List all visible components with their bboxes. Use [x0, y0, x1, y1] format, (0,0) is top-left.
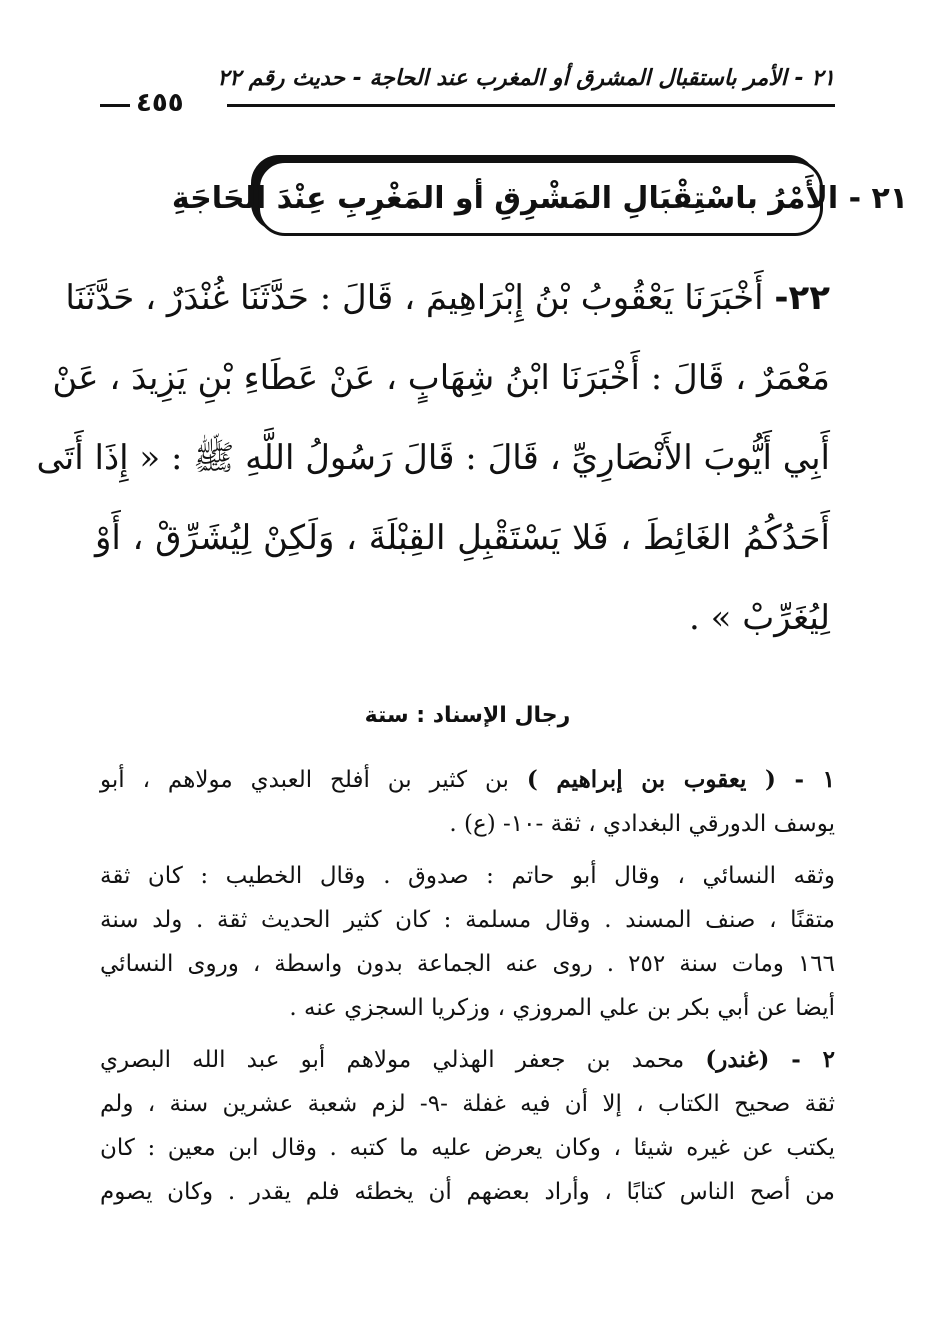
narrator-label: ١ - ( يعقوب بن إبراهيم ) — [526, 766, 835, 793]
chapter-title: ٢١ - الأَمْرُ باسْتِقْبَالِ المَشْرِقِ أو المَغْرِبِ عِنْدَ الحَاجَةِ — [171, 180, 909, 216]
commentary-line: ١٦٦ ومات سنة ٢٥٢ . روى عنه الجماعة بدون واسطة ، وروى النسائي — [100, 951, 835, 977]
hadith-line: لِيُغَرِّبْ » . — [688, 598, 830, 638]
narrators-heading: رجال الإسناد : ستة — [364, 703, 571, 728]
commentary-line: متقنًا ، صنف المسند . وقال مسلمة : كان كثير الحديث ثقة . ولد سنة — [100, 907, 835, 933]
narrator-paragraph — [100, 758, 835, 846]
narrators-commentary — [100, 758, 835, 1222]
narrator-paragraph — [100, 1038, 835, 1214]
commentary-line: يوسف الدورقي البغدادي ، ثقة -١٠- (ع) . — [449, 811, 835, 837]
hadith-line: أَبِي أَيُّوبَ الأَنْصَارِيِّ ، قَالَ : قَالَ رَسُولُ اللَّهِ ﷺ : « إِذَا أَتَى — [36, 438, 830, 478]
commentary-line: وثقه النسائي ، وقال أبو حاتم : صدوق . وقال الخطيب : كان ثقة — [100, 863, 835, 889]
chapter-title-box — [171, 160, 909, 236]
hadith-line: مَعْمَرٌ ، قَالَ : أَخْبَرَنَا ابْنُ شِهَابٍ ، عَنْ عَطَاءِ بْنِ يَزِيدَ ، عَنْ — [52, 358, 830, 398]
running-title: ٢١ - الأمر باستقبال المشرق أو المغرب عند الحاجة - حديث رقم ٢٢ — [217, 66, 835, 91]
commentary-line — [100, 758, 835, 802]
commentary-line: أيضا عن أبي بكر بن علي المروزي ، وزكريا السجزي عنه . — [289, 995, 835, 1021]
page-number: ٤٥٥ — [136, 88, 184, 118]
commentary-paragraph — [100, 854, 835, 1030]
commentary-line: ثقة صحيح الكتاب ، إلا أن فيه غفلة -٩- لزم شعبة عشرين سنة ، ولم — [100, 1091, 836, 1117]
commentary-text: بن كثير بن أفلح العبدي مولاهم ، أبو — [100, 767, 527, 793]
hadith-text — [36, 258, 830, 658]
hadith-line-text: أَخْبَرَنَا يَعْقُوبُ بْنُ إِبْرَاهِيمَ ، قَالَ : حَدَّثَنَا غُنْدَرٌ ، حَدَّثَنَا — [65, 278, 764, 318]
hadith-line — [65, 258, 830, 338]
commentary-line — [100, 1038, 835, 1082]
hadith-line: أَحَدُكُمُ الغَائِطَ ، فَلا يَسْتَقْبِلِ القِبْلَةَ ، وَلَكِنْ لِيُشَرِّقْ ، أَوْ — [95, 518, 830, 558]
commentary-text: محمد بن جعفر الهذلي مولاهم أبو عبد الله البصري — [100, 1047, 706, 1073]
commentary-line: يكتب عن غيره شيئا ، وكان يعرض عليه ما كتبه . وقال ابن معين : كان — [100, 1135, 835, 1161]
hadith-number: ٢٢- — [774, 278, 830, 318]
narrator-label: ٢ - (غندر) — [705, 1046, 835, 1073]
commentary-line: من أصح الناس كتابًا ، وأراد بعضهم أن يخطئه فلم يقدر . وكان يصوم — [100, 1179, 835, 1205]
running-header — [100, 66, 835, 118]
header-dash — [100, 104, 130, 107]
header-rule — [227, 104, 835, 107]
